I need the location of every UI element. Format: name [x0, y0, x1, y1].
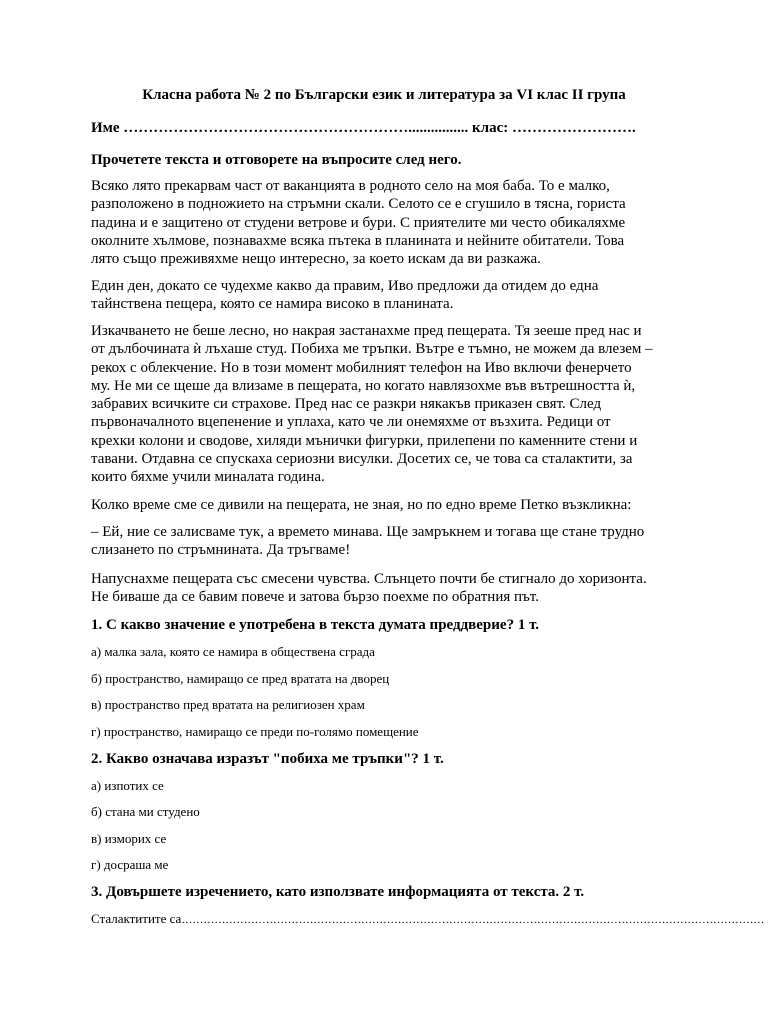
text-line: Един ден, докато се чудехме какво да правим, Иво предложи да отидем до една — [91, 278, 599, 294]
text-line: лято също преживяхме нещо интересно, за което искам да ви разкажа. — [91, 251, 541, 268]
text-line: – Ей, ние се залисваме тук, а времето минава. Ще замръкнем и тогава ще стане трудно — [91, 524, 645, 540]
q2-option-a: а) изпотих се — [91, 778, 164, 793]
q1-option-d: г) пространство, намиращо се преди по-голямо помещение — [91, 724, 419, 739]
text-line: слизането по стръмнината. Да тръгваме! — [91, 542, 351, 559]
question-3: 3. Довършете изречението, като използвате информацията от текста. 2 т. — [91, 884, 585, 900]
text-line: Не биваше да се бавим повече и затова бързо поехме по обратния път. — [91, 589, 539, 606]
text-line: първоначалното вцепенение и уплаха, като че ли онемяхме от възхита. Редици от — [91, 414, 611, 431]
q2-option-b: б) стана ми студено — [91, 804, 200, 819]
q3-answer-line — [91, 910, 764, 929]
text-line: падина и е защитено от студени ветрове и бури. С приятелите ми често обикаляхме — [91, 214, 626, 231]
q2-option-d: г) досраша ме — [91, 857, 169, 872]
paragraph-4 — [91, 496, 691, 514]
text-line: рекох с облекчение. Но в този момент мобилният телефон на Иво включи фенерчето — [91, 359, 632, 376]
text-line: Напуснахме пещерата със смесени чувства. Слънцето почти бе стигнало до хоризонта. — [91, 571, 647, 587]
text-line: Всяко лято прекарвам част от ваканцията в родното село на моя баба. То е малко, — [91, 178, 610, 194]
q1-option-b: б) пространство, намиращо се пред вратата на дворец — [91, 671, 390, 686]
text-line: околните хълмове, познавахме всяка пътека в планината и нейните обитатели. Това — [91, 232, 625, 249]
text-line: крехки колони и сводове, хиляди мънички фигурки, прилепени по каменните стени и — [91, 432, 638, 449]
text-line: от дълбочината ѝ лъхаше студ. Побиха ме тръпки. Вътре е тъмно, не можем да влезем – — [91, 341, 653, 358]
answer-prefix: Сталактитите са — [91, 911, 182, 926]
q1-option-a: а) малка зала, която се намира в обществена сграда — [91, 644, 375, 659]
q2-option-c: в) изморих се — [91, 831, 167, 846]
question-1: 1. С какво значение е употребена в текста думата преддверие? 1 т. — [91, 617, 540, 633]
text-line: Колко време сме се дивили на пещерата, не зная, но по едно време Петко възкликна: — [91, 497, 632, 513]
q1-option-c: в) пространство пред вратата на религиозен храм — [91, 697, 365, 712]
text-line: му. Не ми се щеше да влизаме в пещерата, но когато навлязохме във вътрешността ѝ, — [91, 377, 636, 394]
text-line: разположено в подножието на стръмни скали. Селото се е сгушило в тясна, гориста — [91, 196, 626, 213]
text-line: които бяхме учили миналата година. — [91, 469, 325, 486]
text-line: Изкачването не беше лесно, но накрая застанахме пред пещерата. Тя зееше пред нас и — [91, 323, 642, 339]
paragraph-6 — [91, 570, 691, 607]
instruction: Прочетете текста и отговорете на въпросите след него. — [91, 152, 462, 168]
answer-blank[interactable]: …………………………………………………………………………………………………………………………………………… — [181, 914, 765, 926]
paragraph-3 — [91, 322, 691, 487]
paragraph-2 — [91, 277, 691, 314]
page-title: Класна работа № 2 по Български език и литература за VI клас II група — [142, 87, 626, 103]
text-line: тайнствена пещера, която се намира високо в планината. — [91, 296, 454, 313]
text-line: забравих всичките си страхове. Пред нас се разкри някакъв приказен свят. След — [91, 396, 602, 413]
text-line: тавани. Отдавна се спускаха сериозни висулки. Досетих се, че това са сталактити, за — [91, 451, 633, 468]
question-2: 2. Какво означава изразът "побиха ме тръпки"? 1 т. — [91, 751, 444, 767]
paragraph-5 — [91, 523, 691, 560]
paragraph-1 — [91, 177, 691, 268]
name-class-line: Име …………………………………………………................ клас: ……………………. — [91, 120, 636, 136]
